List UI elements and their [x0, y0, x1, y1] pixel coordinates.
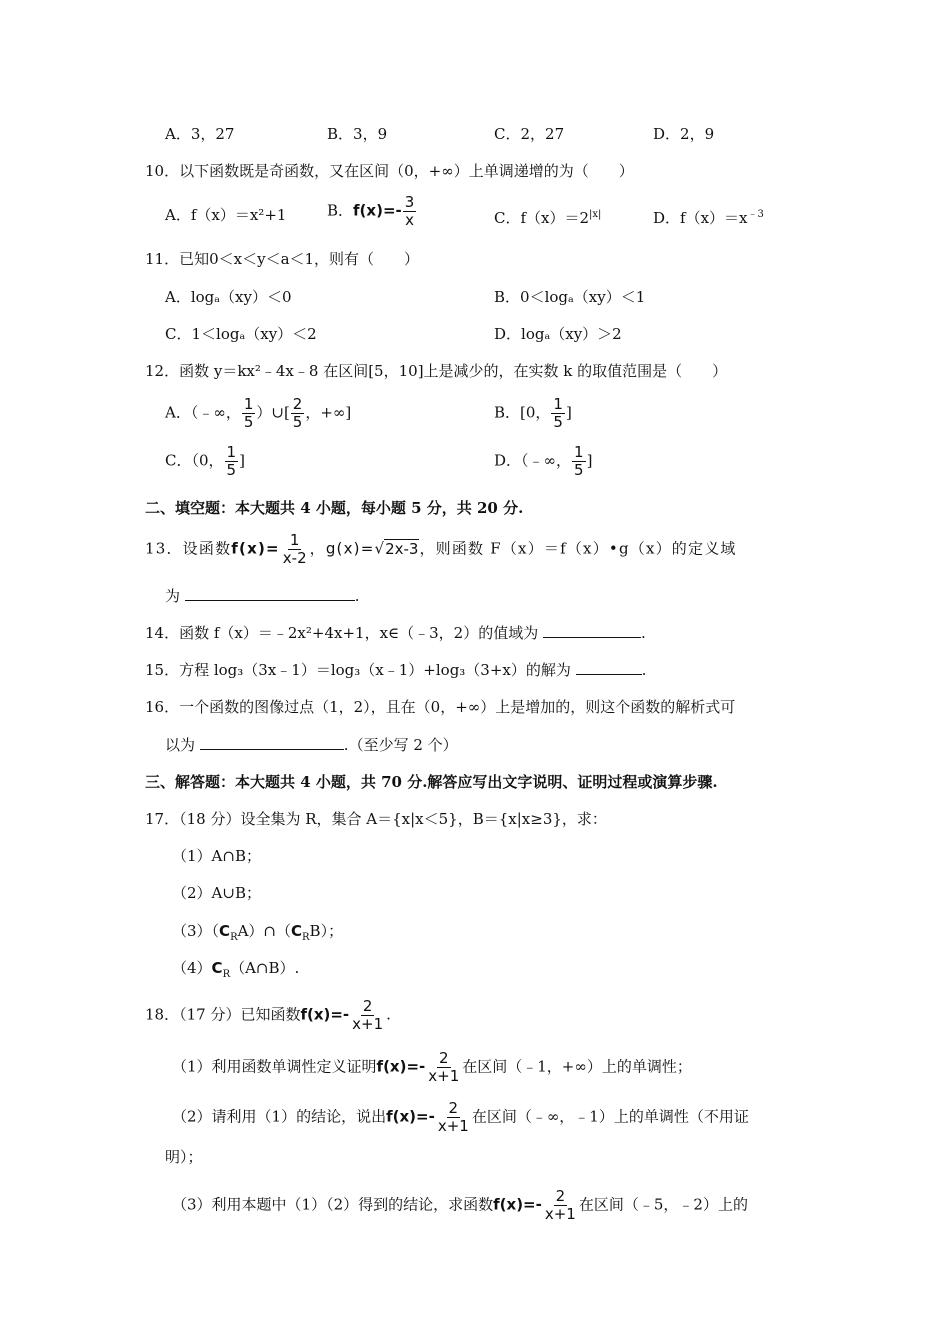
q18-part3: （3）利用本题中（1）（2）得到的结论，求函数f(x)=- $\frac{2}{x+1}$ 在区间（﹣5，﹣2）上的 — [172, 1187, 748, 1223]
q18-part2: （2）请利用（1）的结论，说出f(x)=- $\frac{2}{x+1}$ 在区间（﹣∞，﹣1）上的单调性（不用证 — [172, 1099, 749, 1135]
q17-part2: （2）A∪B； — [172, 884, 261, 902]
q11-option-d: D．logₐ（xy）＞2 — [494, 325, 622, 343]
fraction: $\frac{3}{x}$ — [404, 193, 415, 229]
q17-part1: （1）A∩B； — [172, 847, 261, 865]
q17-part3: $(3)(C_RA)\cap(C_RB)$； — [172, 922, 344, 943]
q11-option-b: B．0＜logₐ（xy）＜1 — [494, 288, 646, 306]
q17-part4: $(4)C_R(A\cap B)$. — [172, 959, 300, 980]
q10-option-b: B．f(x)=- $\frac{3}{x}$ — [327, 193, 415, 229]
answer-blank[interactable] — [185, 584, 355, 601]
q12-option-d: D．（﹣∞， $\frac{1}{5}$ ] — [494, 443, 593, 479]
q16-line2: 以为 .（至少写 2 个） — [165, 733, 458, 756]
q9-option-b: B．3，9 — [327, 125, 388, 143]
q13-line2: 为 . — [165, 584, 360, 607]
q10-stem: 10．以下函数既是奇函数，又在区间（0，+∞）上单调递增的为（ ） — [145, 162, 634, 180]
section-2-heading: 二、填空题：本大题共 4 小题，每小题 5 分，共 20 分. — [145, 499, 524, 517]
q10-option-c: C．$f(x)=2^{|x|}$ — [494, 209, 602, 227]
q12-option-c: C．（0， $\frac{1}{5}$ ] — [165, 443, 245, 479]
q18-part2-cont: 明）； — [165, 1148, 203, 1166]
q11-stem: 11．已知0＜x＜y＜a＜1，则有（ ） — [145, 250, 420, 268]
answer-blank[interactable] — [576, 658, 642, 675]
q17-stem: 17．（18 分）设全集为 R，集合 A＝{x|x＜5}，B＝{x|x≥3}，求： — [145, 810, 607, 828]
q14: 14．函数 f（x）＝﹣2x²+4x+1，x∈（﹣3，2）的值域为 . — [145, 621, 646, 644]
q13-line1: 13．设函数f(x)= $\frac{1}{x-2}$ ，g(x)=√2x-3，则函数 F（x）＝f（x）•g（x）的定义域 — [145, 531, 737, 567]
q12-option-a: A．（﹣∞， $\frac{1}{5}$ ）∪[ $\frac{2}{5}$ ，+∞] — [165, 395, 352, 431]
q9-option-c: C．2，27 — [494, 125, 565, 143]
q12-stem: 12．函数 y＝kx²﹣4x﹣8 在区间[5，10]上是减少的，在实数 k 的取值范围是（ ） — [145, 362, 728, 380]
answer-blank[interactable] — [200, 733, 344, 750]
q18-part1: （1）利用函数单调性定义证明f(x)=- $\frac{2}{x+1}$ 在区间（﹣1，+∞）上的单调性； — [172, 1049, 692, 1085]
q12-option-b: B．[0， $\frac{1}{5}$ ] — [494, 395, 572, 431]
q15: 15．方程 log₃（3x﹣1）＝log₃（x﹣1）+log₃（3+x）的解为 . — [145, 658, 646, 681]
q16-line1: 16．一个函数的图像过点（1，2），且在（0，+∞）上是增加的，则这个函数的解析式可 — [145, 698, 736, 716]
q11-option-a: A．logₐ（xy）＜0 — [165, 288, 292, 306]
answer-blank[interactable] — [543, 621, 641, 638]
section-3-heading: 三、解答题：本大题共 4 小题，共 70 分.解答应写出文字说明、证明过程或演算步骤. — [145, 773, 718, 791]
q11-option-c: C．1＜logₐ（xy）＜2 — [165, 325, 317, 343]
q10-option-d: D．$f(x)=x^{﹣3}$ — [653, 209, 764, 227]
q18-stem: 18．（17 分）已知函数f(x)=- $\frac{2}{x+1}$ . — [145, 997, 391, 1033]
q9-option-d: D．2，9 — [653, 125, 715, 143]
q10-option-a: A．f（x）＝x²+1 — [165, 206, 287, 224]
q9-option-a: A．3，27 — [165, 125, 235, 143]
